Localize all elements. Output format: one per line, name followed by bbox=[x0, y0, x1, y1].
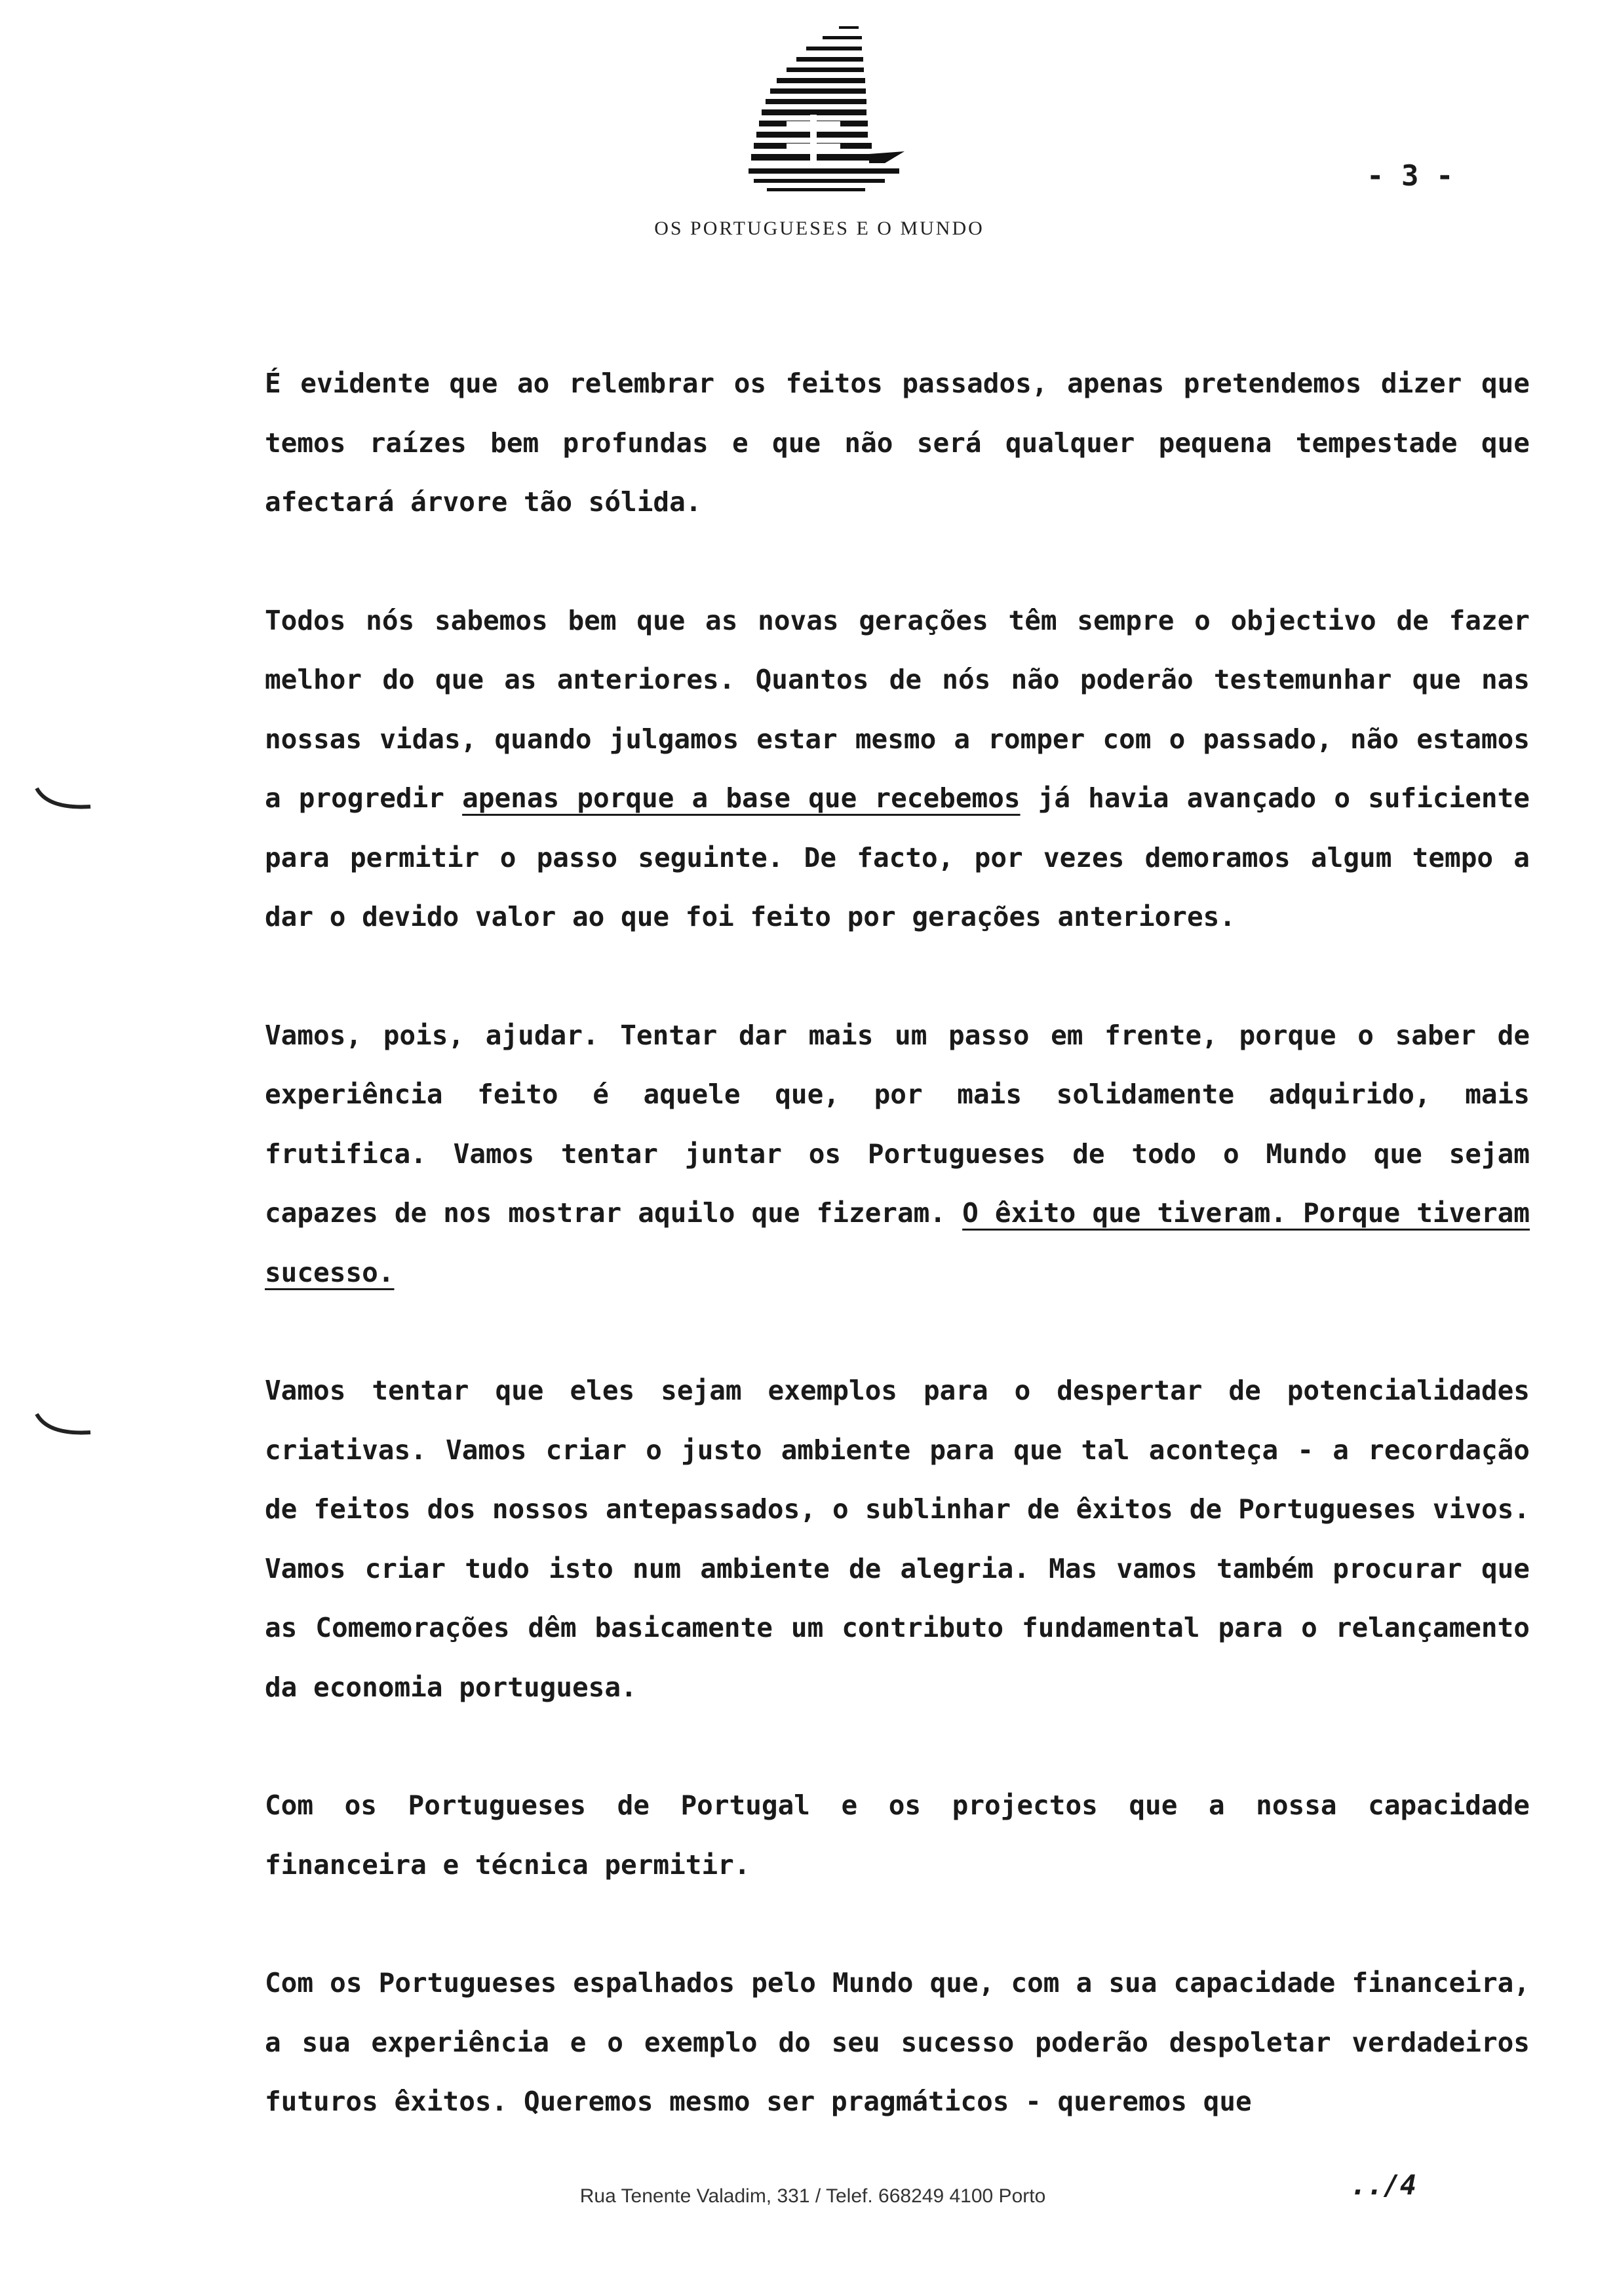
paragraph-text: Com os Portugueses espalhados pelo Mundo que, com a sua capacidade financeira, a sua experiência e o exemplo do seu sucesso poderão despoletar verdadeiros futuros êxitos. Queremos mesmo ser pragmáticos - queremos que bbox=[265, 1967, 1530, 2117]
paragraph-text: já havia avançado o suficiente para permitir o passo seguinte. De facto, por vezes demoramos algum tempo a dar o devido valor ao que foi feito por gerações anteriores. bbox=[265, 782, 1530, 932]
page-number: - 3 - bbox=[1367, 159, 1454, 193]
organization-name: OS PORTUGUESES E O MUNDO bbox=[654, 218, 984, 239]
footer-address: Rua Tenente Valadim, 331 / Telef. 668249 4100 Porto bbox=[579, 2185, 1046, 2207]
scan-mark-icon bbox=[31, 783, 97, 829]
paragraph-6 bbox=[265, 1953, 1530, 2132]
scan-mark-icon bbox=[31, 1409, 97, 1455]
paragraph-1 bbox=[265, 354, 1530, 532]
paragraph-5 bbox=[265, 1776, 1530, 1894]
paragraph-4 bbox=[265, 1361, 1530, 1717]
paragraph-text: Com os Portugueses de Portugal e os projectos que a nossa capacidade financeira e técnica permitir. bbox=[265, 1789, 1530, 1881]
paragraph-2 bbox=[265, 591, 1530, 947]
letter-body bbox=[265, 0, 1530, 2132]
continued-marker: ../4 bbox=[1350, 2169, 1417, 2201]
paragraph-text: Vamos, pois, ajudar. Tentar dar mais um passo em frente, porque o saber de experiência feito é aquele que, por mais solidamente adquirido, mais frutifica. Vamos tentar juntar os Portugueses de todo o Mundo que sejam capazes de nos mostrar aquilo que fizeram. bbox=[265, 1019, 1530, 1229]
underlined-phrase: apenas porque a base que recebemos bbox=[462, 782, 1021, 814]
paragraph-3 bbox=[265, 1006, 1530, 1303]
underlined-phrase: O êxito que tiveram. Porque tiveram sucesso. bbox=[265, 1197, 1530, 1288]
paragraph-text: Todos nós sabemos bem que as novas gerações têm sempre o objectivo de fazer melhor do que as anteriores. Quantos de nós não poderão testemunhar que nas nossas vidas, quando julgamos estar mesmo a romper com o passado, não estamos a progredir bbox=[265, 604, 1530, 814]
paragraph-text: Vamos tentar que eles sejam exemplos para o despertar de potencialidades criativas. Vamos criar o justo ambiente para que tal aconteça - a recordação de feitos dos nossos antepassados, o sublinhar de êxitos de Portugueses vivos. Vamos criar tudo isto num ambiente de alegria. Mas vamos também procurar que as Comemorações dêm basicamente um contributo fundamental para o relançamento da economia portuguesa. bbox=[265, 1375, 1530, 1703]
paragraph-text: É evidente que ao relembrar os feitos passados, apenas pretendemos dizer que temos raízes bem profundas e que não será qualquer pequena tempestade que afectará árvore tão sólida. bbox=[265, 368, 1530, 518]
